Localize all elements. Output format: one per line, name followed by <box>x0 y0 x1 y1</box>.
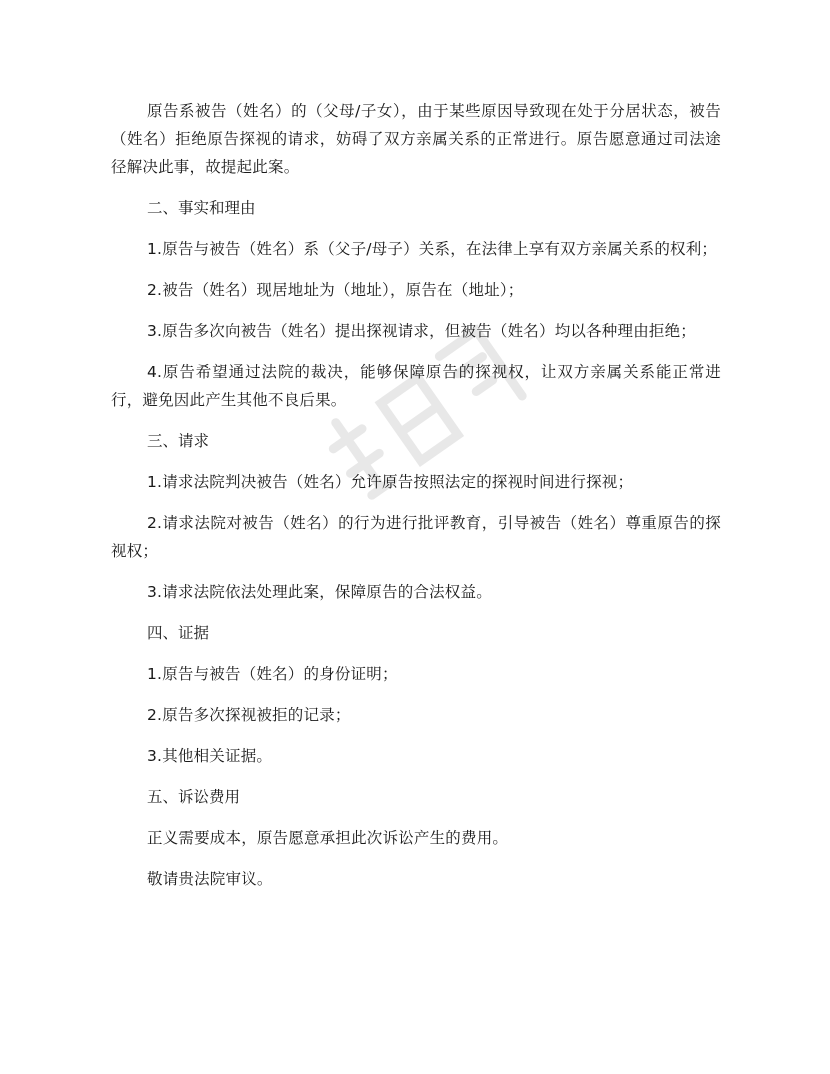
request-item-3: 3.请求法院依法处理此案，保障原告的合法权益。 <box>147 583 492 601</box>
fact-item-1: 1.原告与被告（姓名）系（父子/母子）关系，在法律上享有双方亲属关系的权利； <box>147 240 718 258</box>
evidence-item-1: 1.原告与被告（姓名）的身份证明； <box>147 665 398 683</box>
section-heading-costs: 五、诉讼费用 <box>147 788 241 806</box>
request-item-1: 1.请求法院判决被告（姓名）允许原告按照法定的探视时间进行探视； <box>147 473 634 491</box>
section-heading-facts: 二、事实和理由 <box>147 199 256 217</box>
evidence-item-2: 2.原告多次探视被拒的记录； <box>147 706 351 724</box>
fact-item-3: 3.原告多次向被告（姓名）提出探视请求，但被告（姓名）均以各种理由拒绝； <box>147 322 696 340</box>
document-body <box>111 97 721 906</box>
section-heading-requests: 三、请求 <box>147 432 210 450</box>
intro-paragraph: 原告系被告（姓名）的（父母/子女），由于某些原因导致现在处于分居状态，被告（姓名）拒绝原告探视的请求，妨碍了双方亲属关系的正常进行。原告愿意通过司法途径解决此事，故提起此案。 <box>111 102 721 176</box>
request-item-2: 2.请求法院对被告（姓名）的行为进行批评教育，引导被告（姓名）尊重原告的探视权； <box>111 514 721 560</box>
evidence-item-3: 3.其他相关证据。 <box>147 747 273 765</box>
section-heading-evidence: 四、证据 <box>147 624 210 642</box>
fact-item-4: 4.原告希望通过法院的裁决，能够保障原告的探视权，让双方亲属关系能正常进行，避免因此产生其他不良后果。 <box>111 363 721 409</box>
closing-paragraph: 敬请贵法院审议。 <box>147 870 273 888</box>
fact-item-2: 2.被告（姓名）现居地址为（地址），原告在（地址）； <box>147 281 524 299</box>
costs-paragraph: 正义需要成本，原告愿意承担此次诉讼产生的费用。 <box>147 829 509 847</box>
